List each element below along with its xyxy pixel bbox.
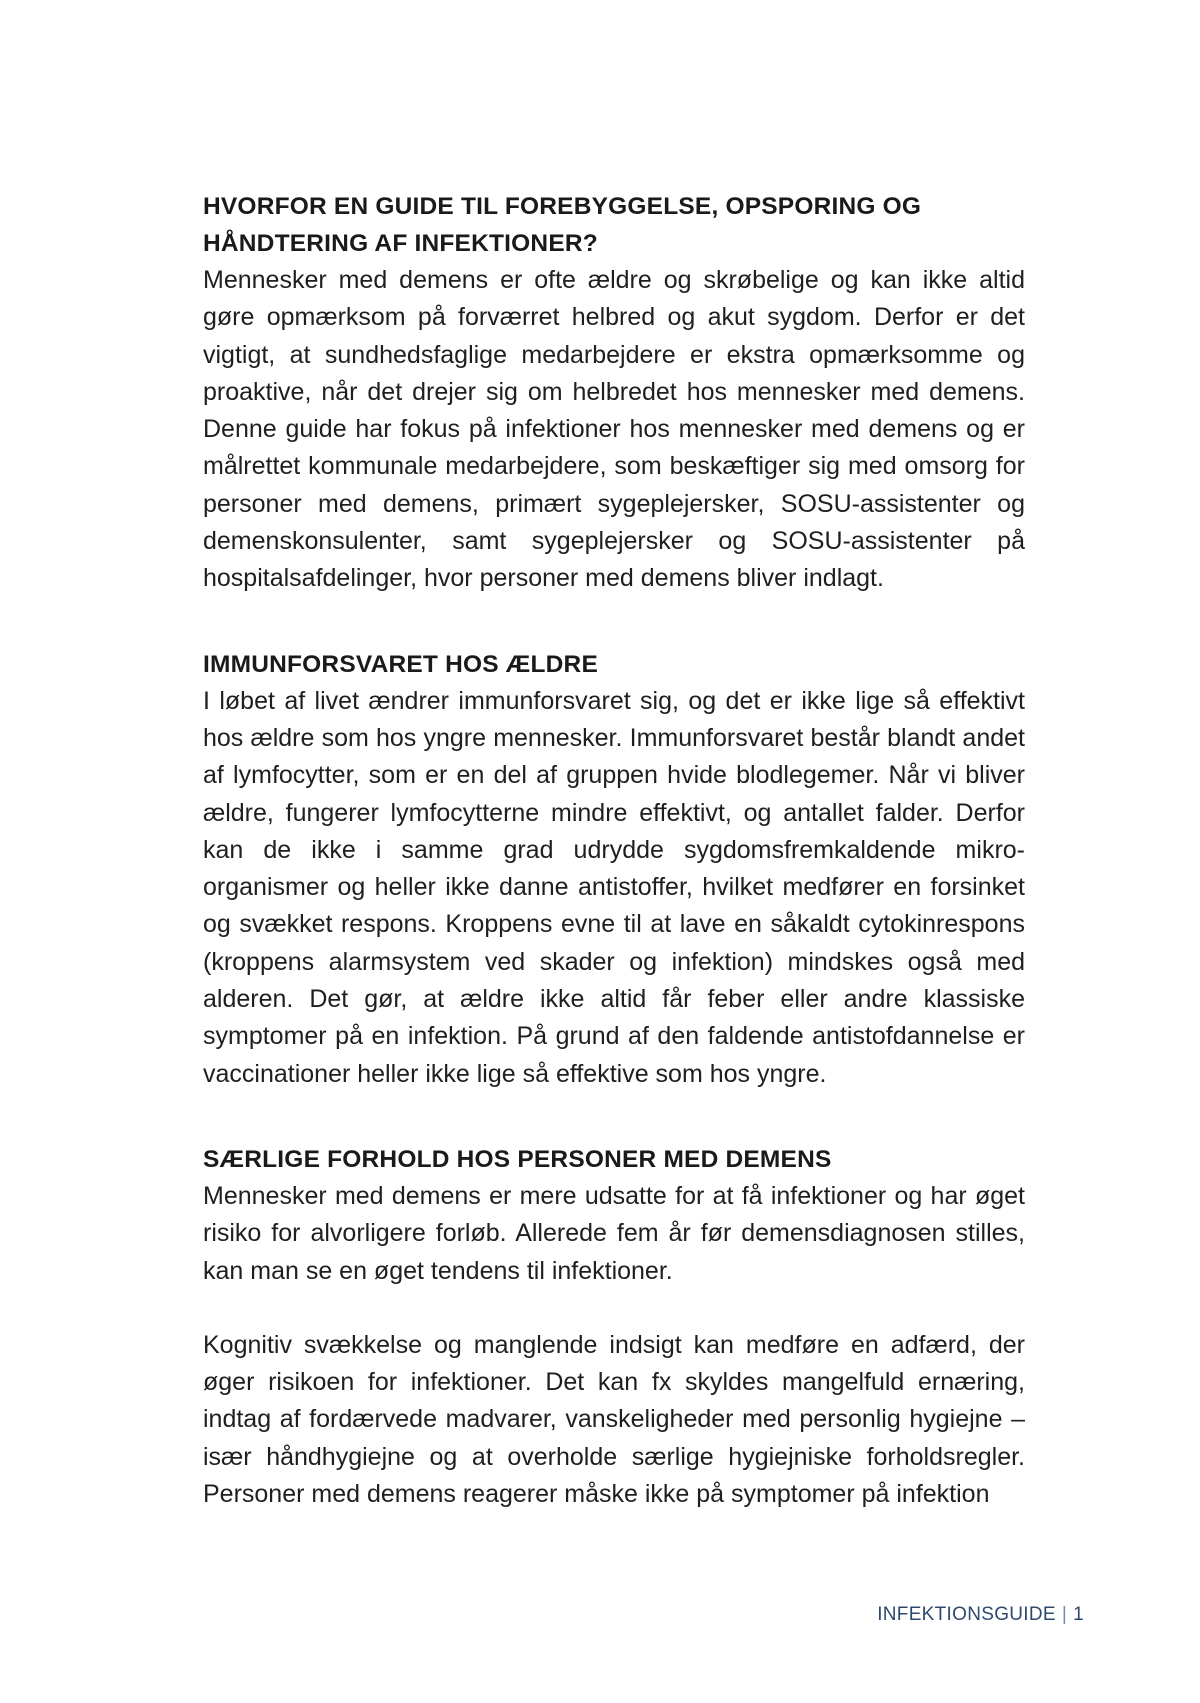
paragraph-immune-system: I løbet af livet ændrer immunforsvaret sig, og det er ikke lige så effektivt hos ældre som hos yngre mennesker. Immunforsvaret består blandt andet af lymfocytter, som er en del af gruppen hvide blodlegemer. Når vi bliver ældre, fungerer lymfocytterne mindre effektivt, og antallet falder. Derfor kan de ikke i samme grad udrydde sygdomsfremkaldende mikro-organismer og heller ikke danne antistoffer, hvilket medfører en forsinket og svækket respons. Kroppens evne til at lave en såkaldt cytokinrespons (kroppens alarmsystem ved skader og infektion) mindskes også med alderen. Det gør, at ældre ikke altid får feber eller andre klassiske symptomer på en infektion. På grund af den faldende antistofdannelse er vaccinationer heller ikke lige så effektive som hos yngre.	[203, 686, 1025, 1088]
section-title-immune-system: IMMUNFORSVARET HOS ÆLDRE	[203, 650, 598, 678]
paragraph-why-guide: Mennesker med demens er ofte ældre og skrøbelige og kan ikke altid gøre opmærksom på forværret helbred og akut sygdom. Derfor er det vigtigt, at sundhedsfaglige medarbejdere er ekstra opmærksomme og proaktive, når det drejer sig om helbredet hos mennesker med demens. Denne guide har fokus på infektioner hos mennesker med demens og er målrettet kommunale medarbejdere, som beskæftiger sig med omsorg for personer med demens, primært sygeplejersker, SOSU-assistenter og demenskonsulenter, samt sygeplejersker og SOSU-assistenter på hospitalsafdelinger, hvor personer med demens bliver indlagt.	[203, 266, 1025, 593]
footer-title: INFEKTIONSGUIDE	[877, 1604, 1056, 1625]
section-title-why-guide: HVORFOR EN GUIDE TIL FOREBYGGELSE, OPSPORING OG HÅNDTERING AF INFEKTIONER?	[203, 193, 922, 257]
document-body	[203, 188, 1025, 1513]
paragraph-cognitive-decline: Kognitiv svækkelse og manglende indsigt kan medføre en adfærd, der øger risikoen for infektioner. Det kan fx skyldes mangelfuld ernæring, indtag af fordærvede madvarer, vanskeligheder med personlig hygiejne – især håndhygiejne og at overholde særlige hygiejniske forholdsregler. Personer med demens reagerer måske ikke på symptomer på infektion	[203, 1330, 1025, 1509]
section-title-dementia-conditions: SÆRLIGE FORHOLD HOS PERSONER MED DEMENS	[203, 1145, 832, 1173]
page-footer	[877, 1604, 1084, 1626]
page-number: 1	[1073, 1604, 1084, 1625]
paragraph-dementia-risk: Mennesker med demens er mere udsatte for at få infektioner og har øget risiko for alvorligere forløb. Allerede fem år før demensdiagnosen stilles, kan man se en øget tendens til infektioner.	[203, 1181, 1025, 1285]
footer-separator: |	[1061, 1604, 1068, 1625]
